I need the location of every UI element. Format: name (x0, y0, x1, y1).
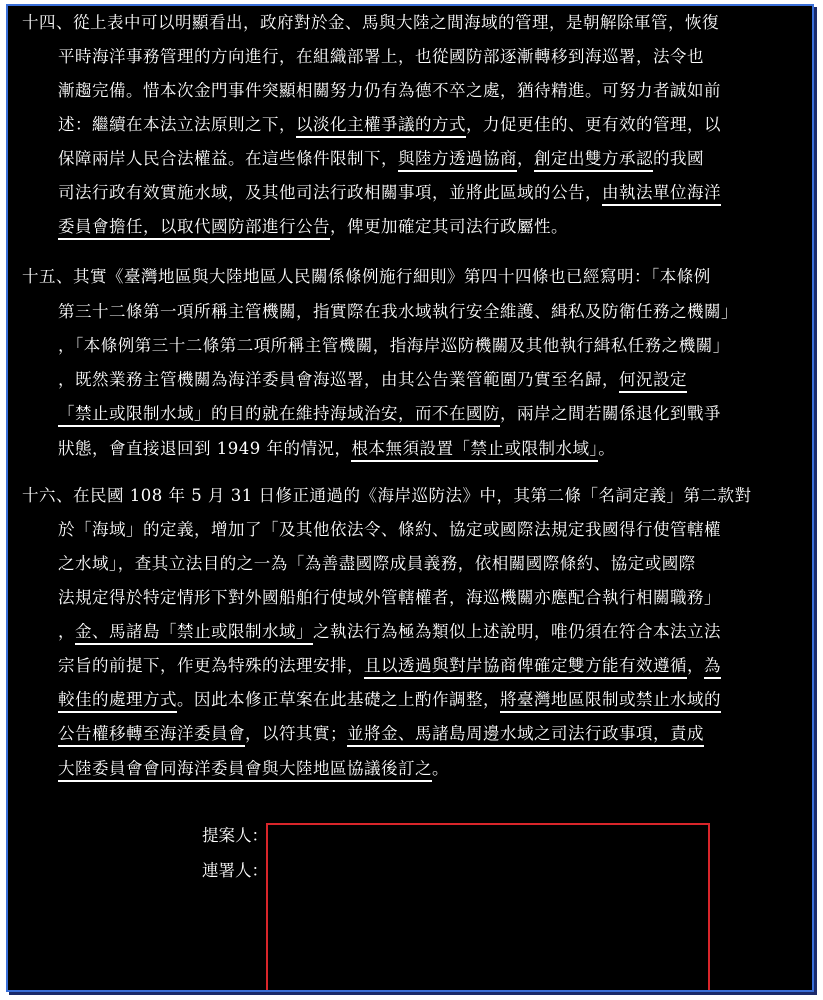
underlined-text: 將臺灣地區限制或禁止水域的 (500, 690, 721, 713)
underlined-text: 且以透過與對岸協商俾確定雙方能有效遵循 (364, 656, 687, 679)
underlined-text: 較佳的處理方式 (58, 690, 177, 713)
text-segment: 述：繼續在本法立法原則之下， (58, 115, 296, 134)
text-segment: 。 (432, 759, 449, 778)
underlined-text: 創定出雙方承認 (534, 149, 653, 172)
cosigner-name: 廖先翔 (542, 863, 591, 882)
text-segment: 十五、其實《臺灣地區與大陸地區人民關係條例施行細則》第四十四條也已經寫明：「本條例 (22, 267, 711, 286)
text-segment: 平時海洋事務管理的方向進行，在組織部署上，也從國防部逐漸轉移到海巡署，法令也 (58, 47, 704, 66)
underlined-text: 以淡化主權爭議的方式 (296, 115, 466, 138)
text-segment: ，俾更加確定其司法行政屬性。 (330, 217, 568, 236)
proposer-label: 提案人： (202, 826, 268, 845)
cosigner-name: 鄭天財 Sra Kacaw (276, 969, 417, 988)
text-line (58, 402, 721, 426)
text-segment: 漸趨完備。惜本次金門事件突顯相關努力仍有為德不卒之處，猶待精進。可努力者誠如前 (58, 81, 721, 100)
text-line (22, 11, 719, 35)
text-segment: 之水域」，查其立法目的之一為「為善盡國際成員義務，依相關國際條約、協定或國際 (58, 554, 696, 573)
text-line (58, 45, 704, 69)
underlined-text: 何況設定 (619, 370, 687, 393)
text-segment: ， (58, 622, 75, 641)
signature-names-box (266, 823, 710, 992)
text-line (58, 147, 704, 171)
text-segment: 之執法行為極為類似上述說明，唯仍須在符合本法立法 (313, 622, 721, 641)
cosigner-name: 洪孟楷 (632, 935, 681, 954)
text-segment: 宗旨的前提下，作更為特殊的法理安排， (58, 656, 364, 675)
text-segment: 司法行政有效實施水域，及其他司法行政相關事項，並將此區域的公告， (58, 183, 602, 202)
text-line (58, 757, 449, 781)
text-line (58, 437, 615, 461)
cosigner-name: 游 顥 (452, 899, 501, 918)
text-line (58, 552, 696, 576)
text-segment: 保障兩岸人民合法權益。在這些條件限制下， (58, 149, 398, 168)
proposer-name: 陳永康 (276, 828, 325, 847)
underlined-text: 「禁止或限制水域」的目的就在維持海域治安，而不在國防 (58, 404, 500, 427)
text-line (58, 79, 721, 103)
text-line (58, 586, 721, 610)
cosigner-name: 盧縣一 (276, 899, 325, 918)
text-line (58, 215, 568, 239)
text-line (58, 334, 730, 358)
text-segment: ， (687, 656, 704, 675)
text-line (58, 722, 704, 746)
document-page (6, 4, 814, 992)
cosigner-name: 黃健豪 (364, 935, 413, 954)
text-line (58, 181, 721, 205)
cosigner-name: 王鴻薇 (542, 899, 591, 918)
text-line (58, 368, 687, 392)
text-segment: 狀態，會直接退回到 1949 年的情況， (58, 439, 352, 458)
cosigner-name: 吳春城 (542, 935, 591, 954)
cosigner-name: 黃建賓 (632, 863, 681, 882)
cosigner-name: 羅廷瑋 (364, 863, 413, 882)
text-line (58, 518, 721, 542)
underlined-text: 金、馬諸島「禁止或限制水域」 (75, 622, 313, 645)
text-line (58, 688, 721, 712)
underlined-text: 大陸委員會會同海洋委員會與大陸地區協議後訂之 (58, 759, 432, 782)
text-segment: ， (517, 149, 534, 168)
text-segment: ，力促更佳的、更有效的管理，以 (466, 115, 721, 134)
cosigner-name: 李彥秀 (276, 935, 325, 954)
underlined-text: 委員會擔任，以取代國防部進行公告 (58, 217, 330, 240)
underlined-text: 公告權移轉至海洋委員會 (58, 724, 245, 747)
text-segment: 。 (598, 439, 616, 458)
text-segment: 十六、在民國 108 年 5 月 31 日修正通過的《海岸巡防法》中，其第二條「名詞定義」第二款對 (22, 486, 752, 505)
text-segment: 第三十二條第一項所稱主管機關，指實際在我水域執行安全維護、緝私及防衛任務之機關」 (58, 302, 738, 321)
text-segment: 。因此本修正草案在此基礎之上酌作調整， (177, 690, 500, 709)
underlined-text: 並將金、馬諸島周邊水域之司法行政事項，責成 (347, 724, 704, 747)
text-line (22, 484, 751, 508)
cosigner-name: 翁曉玲 (632, 899, 681, 918)
text-line (58, 113, 721, 137)
cosigner-name: 陳玉珍 (276, 863, 325, 882)
text-line (22, 265, 711, 289)
text-segment: 的我國 (653, 149, 704, 168)
cosigner-name: 廖偉翔 (452, 935, 501, 954)
text-segment: ，既然業務主管機關為海洋委員會海巡署，由其公告業管範圍乃實至名歸， (58, 370, 619, 389)
text-segment: 十四、從上表中可以明顯看出，政府對於金、馬與大陸之間海域的管理，是朝解除軍管，恢復 (22, 13, 719, 32)
cosigner-name: 林思銘 (364, 899, 413, 918)
text-segment: ，「本條例第三十二條第二項所稱主管機關，指海岸巡防機關及其他執行緝私任務之機關」 (58, 336, 730, 355)
text-segment: 於「海域」的定義，增加了「及其他依法令、條約、協定或國際法規定我國得行使管轄權 (58, 520, 721, 539)
text-line (58, 654, 721, 678)
text-segment: ，以符其實； (245, 724, 347, 743)
underlined-text: 由執法單位海洋 (602, 183, 721, 206)
text-segment: ，兩岸之間若關係退化到戰爭 (500, 404, 721, 423)
text-segment: 法規定得於特定情形下對外國船舶行使域外管轄權者，海巡機關亦應配合執行相關職務」 (58, 588, 721, 607)
cosigner-name: 林德福 (452, 863, 501, 882)
cosigner-name: 鄭正鈐 (452, 969, 501, 988)
underlined-text: 為 (704, 656, 721, 679)
text-line (58, 620, 721, 644)
underlined-text: 與陸方透過協商 (398, 149, 517, 172)
underlined-text: 根本無須設置「禁止或限制水域」 (351, 439, 598, 462)
cosigner-label: 連署人： (202, 861, 268, 880)
text-line (58, 300, 738, 324)
